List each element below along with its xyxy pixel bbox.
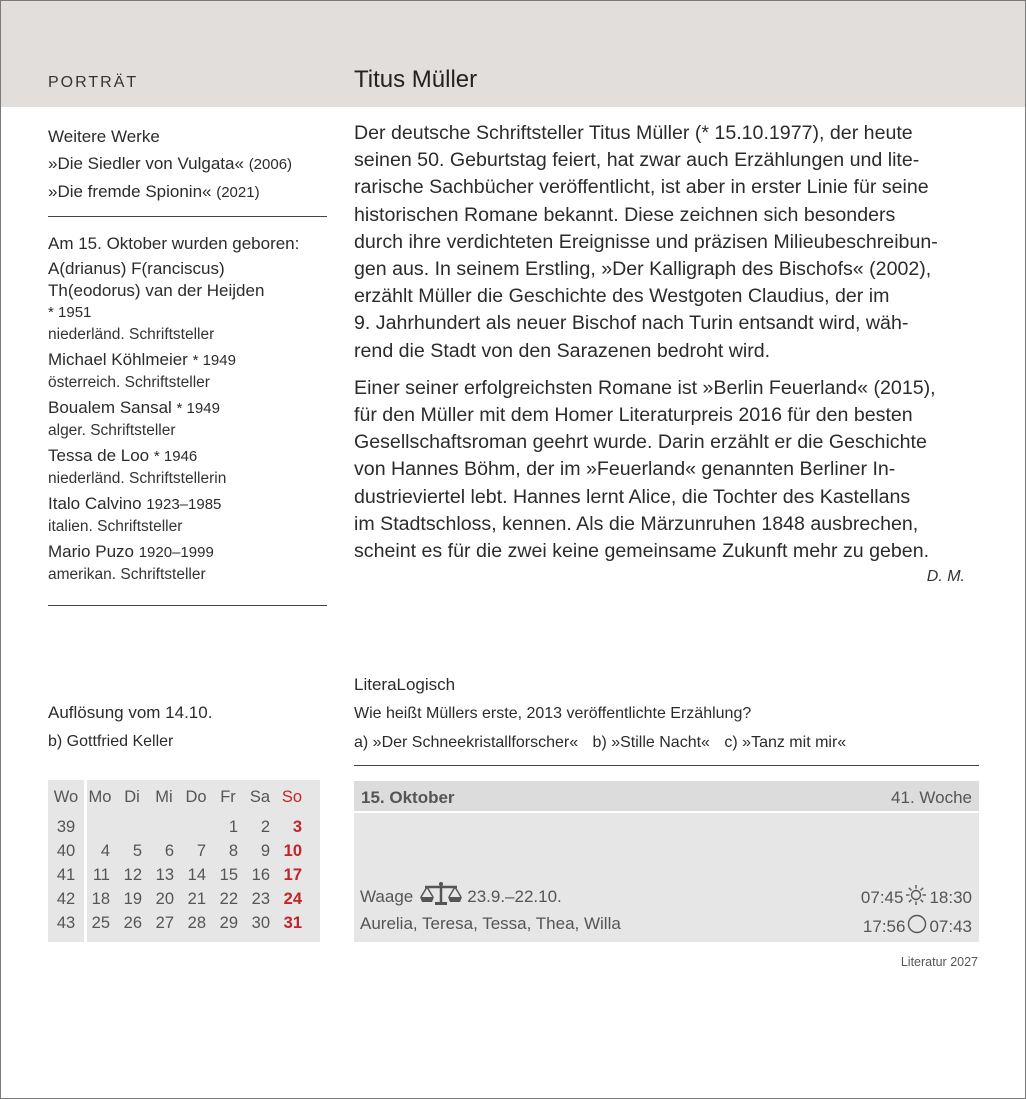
calendar-day: 11 xyxy=(92,866,110,884)
calendar-day: 30 xyxy=(251,914,270,932)
work-title: »Die fremde Spionin« xyxy=(48,182,212,201)
calendar-day: 22 xyxy=(219,890,238,908)
article-line: seinen 50. Geburtstag feiert, hat zwar auch Erzählungen und lite- xyxy=(354,149,920,172)
weekday-header: Di xyxy=(124,788,140,806)
sunset-time: 18:30 xyxy=(929,887,972,907)
article-line: erzählt Müller die Geschichte des Westgoten Claudius, der im xyxy=(354,285,890,308)
header-band xyxy=(1,1,1025,107)
portrait-title: Titus Müller xyxy=(354,66,478,93)
calendar-sunday: 17 xyxy=(283,866,302,884)
calendar-day: 5 xyxy=(132,842,142,860)
person-entry xyxy=(48,445,328,489)
calendar-day: 23 xyxy=(251,890,270,908)
article-line: rend die Stadt von den Sarazenen bedroht wird. xyxy=(354,339,771,362)
sunrise-time: 07:45 xyxy=(860,887,904,907)
moonset-time: 07:43 xyxy=(929,916,972,936)
calendar-day: 18 xyxy=(91,890,110,908)
article-line: rarische Sachbücher veröffentlicht, ist aber in erster Linie für seine xyxy=(354,176,929,199)
weekday-header: Sa xyxy=(249,788,271,806)
person-life: * 1946 xyxy=(153,448,198,465)
author-initials: D. M. xyxy=(926,568,965,585)
quiz-question: Wie heißt Müllers erste, 2013 veröffentlichte Erzählung? xyxy=(354,705,752,722)
quiz-heading: LiteraLogisch xyxy=(354,675,456,694)
further-works xyxy=(48,123,328,206)
calendar-day: 16 xyxy=(251,866,270,884)
person-name: Italo Calvino xyxy=(48,494,142,513)
work-year: (2006) xyxy=(248,156,293,173)
calendar-sunday: 10 xyxy=(283,842,302,860)
calendar-day: 28 xyxy=(187,914,206,932)
sun-times xyxy=(861,884,972,911)
moonrise-time: 17:56 xyxy=(862,916,906,936)
article-line: historischen Romane bekannt. Diese zeichnen sich besonders xyxy=(354,203,896,226)
person-name: Michael Köhlmeier xyxy=(48,350,188,369)
quiz-option: c) »Tanz mit mir« xyxy=(724,734,847,751)
person-life: 1923–1985 xyxy=(146,496,222,513)
work-item xyxy=(48,150,328,178)
work-title: »Die Siedler von Vulgata« xyxy=(48,154,244,173)
sun-icon xyxy=(903,884,929,911)
article-line: Der deutsche Schriftsteller Titus Müller (* 15.10.1977), der heute xyxy=(354,122,913,144)
person-desc: niederländ. Schriftstellerin xyxy=(48,470,227,487)
divider xyxy=(354,765,979,766)
calendar-week-number: 39 xyxy=(56,818,76,836)
calendar-day: 27 xyxy=(155,914,174,932)
calendar-day: 7 xyxy=(196,842,206,860)
person-name: Mario Puzo xyxy=(48,542,134,561)
person-desc: alger. Schriftsteller xyxy=(48,422,176,439)
person-desc: österreich. Schriftsteller xyxy=(48,374,210,391)
day-panel xyxy=(354,781,979,942)
calendar-sunday: 3 xyxy=(292,818,302,836)
divider xyxy=(48,216,327,217)
zodiac-sign: Waage xyxy=(360,886,414,906)
born-today xyxy=(48,231,328,589)
moon-times xyxy=(863,914,972,939)
calendar-day: 8 xyxy=(228,842,238,860)
calendar-day: 14 xyxy=(187,866,206,884)
name-days: Aurelia, Teresa, Tessa, Thea, Willa xyxy=(360,914,621,933)
moon-icon xyxy=(905,914,929,939)
person-entry xyxy=(48,541,328,585)
person-name: Tessa de Loo xyxy=(48,446,150,465)
quiz-options xyxy=(354,734,856,752)
article-line: Gesellschaftsroman geehrt wurde. Darin erzählt er die Geschichte xyxy=(354,431,927,454)
article-line: gen aus. In seinem Erstling, »Der Kalligraph des Bischofs« (2002), xyxy=(354,258,932,281)
calendar-sunday: 24 xyxy=(283,890,302,908)
person-name: Boualem Sansal xyxy=(48,398,172,417)
calendar-week-number: 42 xyxy=(56,890,76,908)
footer-label: Literatur 2027 xyxy=(900,955,978,969)
person-entry xyxy=(48,258,328,345)
calendar-week-number: 41 xyxy=(56,866,76,884)
calendar-day: 21 xyxy=(187,890,206,908)
weekday-header: Mo xyxy=(88,788,112,806)
person-life: * 1949 xyxy=(192,352,236,369)
weekday-header: Mi xyxy=(155,788,173,806)
solution-answer: b) Gottfried Keller xyxy=(48,733,174,750)
quiz-option: a) »Der Schneekristallforscher« xyxy=(354,734,579,751)
weekday-header: So xyxy=(281,788,303,806)
calendar-day: 20 xyxy=(155,890,174,908)
article-line: scheint es für die zwei keine gemeinsame Zukunft mehr zu geben. xyxy=(354,540,930,563)
person-entry xyxy=(48,493,328,537)
article-paragraph xyxy=(354,120,984,365)
article-line: für den Müller mit dem Homer Literaturpreis 2016 für den besten xyxy=(354,404,913,427)
calendar-week-number: 40 xyxy=(56,842,76,860)
calendar-week-number: 43 xyxy=(56,914,76,932)
day-header xyxy=(354,781,979,813)
day-date: 15. Oktober xyxy=(361,788,455,807)
article-line: dustrieviertel lebt. Hannes lernt Alice, die Tochter des Kastellans xyxy=(354,485,911,508)
article-line: von Hannes Böhm, der im »Feuerland« genannten Berliner In- xyxy=(354,458,896,481)
calendar-day: 9 xyxy=(260,842,270,860)
month-calendar xyxy=(48,780,320,942)
weekday-header: Fr xyxy=(220,788,236,806)
person-name: A(drianus) F(ranciscus) xyxy=(48,259,225,278)
person-life: * 1949 xyxy=(176,400,220,417)
further-works-heading: Weitere Werke xyxy=(48,127,160,146)
weekday-header: Do xyxy=(185,788,207,806)
calendar-day: 12 xyxy=(123,866,142,884)
person-life: * 1951 xyxy=(48,304,92,321)
article-line: durch ihre verdichteten Ereignisse und präzisen Milieubeschreibun- xyxy=(354,230,938,253)
article-line: 9. Jahrhundert als neuer Bischof nach Turin entsandt wird, wäh- xyxy=(354,312,909,335)
person-entry xyxy=(48,349,328,393)
zodiac-range: 23.9.–22.10. xyxy=(467,886,562,906)
calendar-day: 26 xyxy=(123,914,142,932)
work-item xyxy=(48,178,328,206)
person-desc: italien. Schriftsteller xyxy=(48,518,183,535)
calendar-day: 29 xyxy=(219,914,238,932)
born-heading: Am 15. Oktober wurden geboren: xyxy=(48,234,300,253)
person-name: Th(eodorus) van der Heijden xyxy=(48,281,265,300)
person-desc: amerikan. Schriftsteller xyxy=(48,566,206,583)
week-number: 41. Woche xyxy=(891,788,972,807)
solution-heading: Auflösung vom 14.10. xyxy=(48,703,213,722)
calendar-day: 6 xyxy=(164,842,174,860)
article-line: im Stadtschloss, kennen. Als die Märzunruhen 1848 ausbrechen, xyxy=(354,512,919,535)
calendar-day: 25 xyxy=(91,914,110,932)
section-label: PORTRÄT xyxy=(48,74,139,91)
quiz-option: b) »Stille Nacht« xyxy=(592,734,710,751)
divider xyxy=(48,605,327,606)
article-paragraph xyxy=(354,375,984,565)
person-desc: niederländ. Schriftsteller xyxy=(48,326,215,343)
calendar-sunday: 31 xyxy=(283,914,302,932)
person-entry xyxy=(48,397,328,441)
calendar-day: 2 xyxy=(260,818,270,836)
calendar-day: 15 xyxy=(219,866,238,884)
libra-scales-icon xyxy=(419,881,463,912)
calendar-day: 19 xyxy=(123,890,142,908)
zodiac-line xyxy=(360,881,562,912)
calendar-day: 1 xyxy=(228,818,238,836)
work-year: (2021) xyxy=(216,184,260,201)
person-life: 1920–1999 xyxy=(138,544,214,561)
article-line: Einer seiner erfolgreichsten Romane ist »Berlin Feuerland« (2015), xyxy=(354,376,936,399)
calendar-day: 13 xyxy=(155,866,174,884)
calendar-day: 4 xyxy=(100,842,110,860)
article-body xyxy=(354,120,984,565)
week-column-header: Wo xyxy=(53,788,79,806)
